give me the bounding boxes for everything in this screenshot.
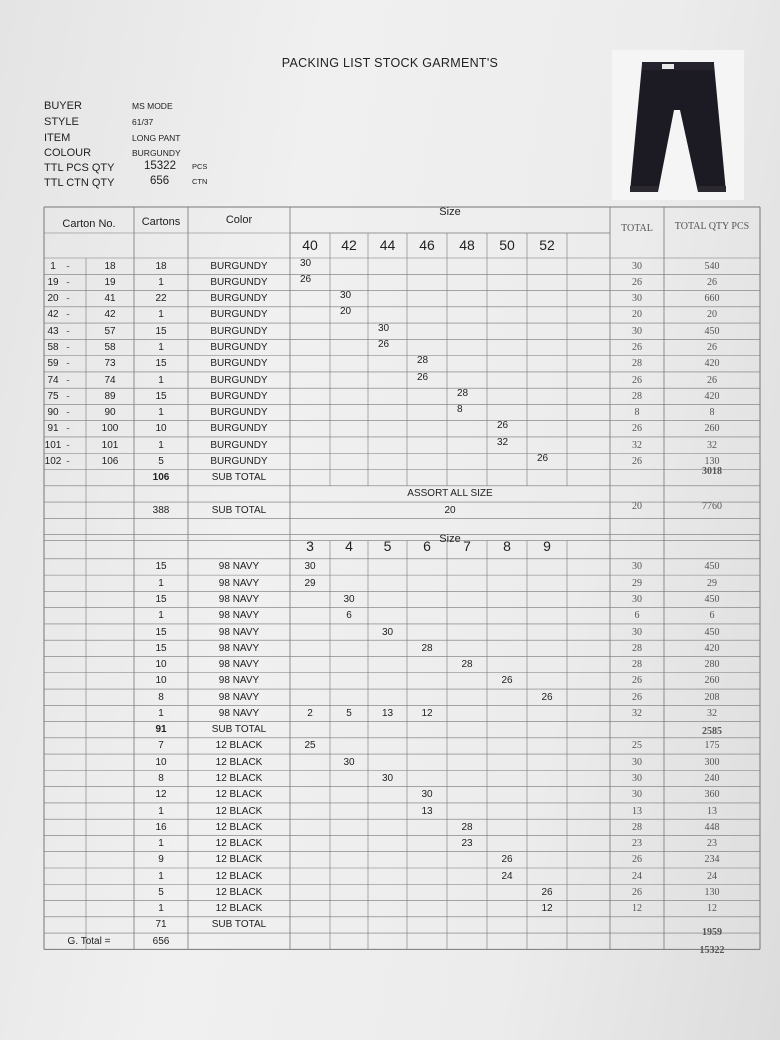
size-qty: 26 [417, 371, 429, 383]
color-name: BURGUNDY [210, 325, 268, 337]
item-value: LONG PANT [132, 133, 181, 143]
color-name: 98 NAVY [218, 707, 260, 719]
row-total-qty: 450 [704, 594, 720, 606]
black-subtotal-qty: 1959 [702, 927, 722, 939]
row-total: 26 [632, 423, 642, 435]
color-header: Color [225, 213, 253, 226]
assort-cartons: 388 [152, 504, 170, 516]
cartons-count: 15 [155, 390, 167, 402]
carton-from: 90 [47, 407, 59, 419]
style-label: STYLE [44, 116, 79, 128]
size-qty: 30 [300, 257, 312, 269]
row-total: 30 [632, 789, 642, 801]
carton-to: 90 [104, 407, 116, 419]
cartons-count: 7 [158, 740, 164, 752]
size-qty: 28 [461, 659, 473, 671]
size-qty: 30 [378, 322, 390, 334]
size-qty: 28 [457, 387, 469, 399]
size-col-50: 50 [499, 237, 515, 253]
row-total-qty: 540 [704, 260, 720, 272]
range-dash: - [66, 455, 70, 467]
row-total-qty: 420 [704, 358, 720, 370]
row-total: 26 [632, 276, 642, 288]
color-name: 12 BLACK [215, 838, 263, 850]
color-name: 12 BLACK [215, 821, 263, 833]
color-name: BURGUNDY [210, 390, 268, 402]
buyer-label: BUYER [44, 100, 82, 112]
color-name: BURGUNDY [210, 341, 268, 353]
size-qty: 28 [417, 355, 429, 367]
row-total: 20 [632, 309, 642, 321]
carton-to: 73 [104, 358, 116, 370]
row-total-qty: 450 [704, 325, 720, 337]
cartons-count: 15 [155, 642, 167, 654]
cartons-count: 8 [158, 691, 164, 703]
item-label: ITEM [44, 132, 71, 144]
color-name: BURGUNDY [210, 439, 268, 451]
color-name: 98 NAVY [218, 642, 260, 654]
size-qty: 26 [501, 854, 513, 866]
row-total-qty: 175 [704, 740, 720, 752]
row-total-qty: 420 [704, 390, 720, 402]
carton-from: 101 [44, 439, 62, 451]
size-qty: 30 [381, 773, 394, 784]
colour-value: BURGUNDY [132, 148, 181, 158]
size-col-52: 52 [539, 237, 555, 253]
row-total: 30 [632, 756, 642, 768]
color-name: 98 NAVY [218, 561, 260, 573]
row-total-qty: 448 [704, 821, 720, 833]
size-col-40: 40 [302, 237, 318, 253]
row-total-qty: 260 [704, 423, 720, 435]
size-qty: 20 [340, 306, 352, 318]
carton-to: 74 [104, 374, 116, 386]
size-qty: 24 [501, 870, 513, 882]
size-qty: 26 [300, 273, 312, 285]
size-col-44: 44 [379, 237, 396, 253]
row-total: 25 [632, 740, 642, 752]
ttl-ctn-value: 656 [150, 175, 170, 187]
size-qty: 26 [497, 420, 509, 432]
cartons-count: 15 [155, 325, 167, 337]
row-total-qty: 23 [707, 838, 717, 850]
color-name: BURGUNDY [210, 358, 268, 370]
navy-subtotal-qty: 2585 [702, 726, 722, 738]
row-total-qty: 29 [707, 577, 717, 589]
assort-subtotal-label: SUB TOTAL [211, 504, 267, 516]
black-subtotal-cartons: 71 [155, 919, 167, 931]
size-qty: 30 [304, 561, 316, 573]
carton-from: 59 [47, 358, 59, 370]
cartons-count: 8 [158, 773, 164, 784]
row-total-qty: 420 [704, 642, 720, 654]
cartons-count: 1 [158, 805, 164, 817]
cartons-count: 16 [155, 821, 167, 833]
range-dash: - [66, 358, 70, 370]
row-total-qty: 26 [707, 374, 717, 386]
range-dash: - [66, 293, 70, 305]
row-total-qty: 660 [704, 293, 720, 305]
carton-from: 20 [47, 293, 59, 305]
grand-total-cartons: 656 [152, 935, 170, 947]
carton-to: 57 [104, 325, 116, 337]
row-total: 30 [632, 594, 642, 606]
range-dash: - [66, 341, 70, 353]
color-name: BURGUNDY [210, 455, 268, 467]
color-name: BURGUNDY [210, 374, 268, 386]
row-total: 32 [632, 707, 642, 719]
range-dash: - [66, 407, 70, 419]
carton-from: 91 [47, 423, 59, 435]
row-total-qty: 26 [707, 276, 717, 288]
range-dash: - [66, 276, 70, 288]
cartons-header: Cartons [141, 215, 181, 228]
size-qty: 28 [461, 821, 473, 833]
color-name: 98 NAVY [218, 659, 260, 671]
row-total: 12 [632, 903, 642, 915]
cartons-count: 1 [158, 870, 164, 882]
cartons-count: 15 [155, 358, 167, 370]
row-total: 26 [632, 675, 642, 687]
row-total: 30 [632, 773, 642, 784]
grand-total-qty: 15322 [699, 944, 725, 956]
size-qty: 26 [501, 675, 513, 687]
size-qty: 30 [381, 626, 394, 638]
color-name: 12 BLACK [215, 870, 263, 882]
assort-total: 20 [632, 500, 642, 512]
carton-to: 58 [104, 341, 116, 353]
carton-to: 41 [104, 293, 116, 305]
size-qty: 23 [461, 838, 473, 850]
range-dash: - [66, 325, 70, 337]
color-name: 12 BLACK [215, 756, 263, 768]
carton-from: 75 [47, 390, 59, 402]
row-total-qty: 240 [704, 773, 720, 784]
cartons-count: 10 [155, 659, 167, 671]
color-name: BURGUNDY [210, 423, 268, 435]
row-total-qty: 12 [707, 903, 717, 915]
total-header: TOTAL [621, 222, 653, 234]
carton-to: 100 [101, 423, 119, 435]
color-name: 12 BLACK [215, 789, 263, 801]
range-dash: - [66, 374, 70, 386]
size-col-b-9: 9 [543, 538, 551, 555]
row-total: 26 [632, 886, 642, 898]
row-total-qty: 13 [707, 805, 717, 817]
carton-to: 42 [104, 309, 116, 321]
size-qty: 2 [307, 707, 313, 719]
cartons-count: 10 [155, 675, 167, 687]
size-qty: 13 [421, 805, 433, 817]
cartons-count: 1 [158, 903, 164, 915]
size-col-b-5: 5 [383, 538, 392, 555]
ctn-unit: CTN [192, 177, 208, 186]
color-name: 98 NAVY [218, 610, 260, 622]
cartons-count: 9 [158, 854, 164, 866]
carton-from: 19 [47, 276, 59, 288]
cartons-count: 1 [158, 439, 164, 451]
cartons-count: 1 [158, 374, 164, 386]
size-qty: 26 [378, 338, 390, 350]
carton-to: 18 [104, 260, 116, 272]
row-total-qty: 450 [704, 626, 720, 638]
row-total-qty: 280 [704, 659, 720, 671]
cartons-count: 1 [158, 707, 164, 719]
row-total: 26 [632, 854, 642, 866]
color-name: BURGUNDY [210, 407, 268, 419]
carton-from: 42 [47, 309, 59, 321]
ttl-pcs-value: 15322 [144, 160, 176, 172]
size-col-b-6: 6 [423, 538, 431, 555]
row-total-qty: 6 [709, 610, 715, 622]
cartons-count: 5 [158, 886, 164, 898]
size-qty: 13 [381, 707, 394, 719]
black-subtotal-label: SUB TOTAL [211, 919, 267, 931]
color-name: 98 NAVY [218, 691, 260, 703]
color-name: 98 NAVY [218, 675, 260, 687]
row-total: 28 [632, 358, 642, 370]
cartons-count: 1 [158, 577, 164, 589]
range-dash: - [66, 260, 70, 272]
range-dash: - [66, 439, 70, 451]
color-name: 98 NAVY [218, 626, 260, 638]
row-total: 30 [632, 626, 642, 638]
size-qty: 30 [421, 789, 433, 801]
ttl-ctn-label: TTL CTN QTY [44, 177, 115, 189]
color-name: 12 BLACK [215, 740, 263, 752]
row-total-qty: 8 [709, 407, 715, 419]
row-total: 26 [632, 341, 642, 353]
ttl-pcs-label: TTL PCS QTY [44, 162, 115, 174]
cartons-count: 15 [155, 561, 167, 573]
row-total: 24 [632, 870, 642, 882]
row-total: 8 [634, 407, 640, 419]
row-total: 28 [632, 659, 642, 671]
cartons-count: 1 [158, 309, 164, 321]
color-name: BURGUNDY [210, 260, 268, 272]
size-qty: 29 [304, 577, 316, 589]
row-total-qty: 450 [704, 561, 720, 573]
size-qty: 26 [537, 452, 549, 464]
range-dash: - [66, 423, 70, 435]
size-qty: 32 [497, 436, 509, 448]
size-qty: 6 [346, 610, 352, 622]
color-name: 12 BLACK [215, 805, 263, 817]
row-total-qty: 130 [704, 455, 720, 467]
row-total: 30 [632, 325, 642, 337]
cartons-count: 1 [158, 610, 164, 622]
color-name: 98 NAVY [218, 594, 260, 606]
cartons-count: 1 [158, 341, 164, 353]
cartons-count: 1 [158, 838, 164, 850]
row-total: 30 [632, 293, 642, 305]
size-qty: 12 [541, 903, 553, 915]
color-name: 98 NAVY [218, 577, 260, 589]
row-total-qty: 208 [704, 691, 720, 703]
carton-from: 102 [44, 455, 62, 467]
size-qty: 30 [340, 290, 352, 302]
carton-from: 43 [47, 325, 59, 337]
style-value: 61/37 [132, 117, 154, 127]
row-total: 26 [632, 455, 642, 467]
color-name: BURGUNDY [210, 293, 268, 305]
total-qty-header: TOTAL QTY PCS [674, 220, 750, 232]
row-total: 28 [632, 390, 642, 402]
size-header: Size [439, 205, 461, 218]
carton-to: 19 [104, 276, 116, 288]
cartons-count: 18 [155, 260, 167, 272]
row-total: 30 [632, 260, 642, 272]
carton-from: 1 [50, 260, 56, 272]
row-total: 23 [632, 838, 642, 850]
size-col-42: 42 [341, 237, 357, 253]
size-col-b-8: 8 [503, 538, 511, 555]
range-dash: - [66, 390, 70, 402]
row-total-qty: 32 [707, 439, 717, 451]
carton-to: 101 [101, 439, 119, 451]
cartons-count: 1 [158, 407, 164, 419]
carton-to: 106 [101, 455, 119, 467]
size-qty: 8 [457, 404, 463, 416]
buyer-value: MS MODE [132, 101, 173, 111]
range-dash: - [66, 309, 70, 321]
burgundy-subtotal-label: SUB TOTAL [211, 472, 267, 484]
cartons-count: 5 [158, 455, 164, 467]
colour-label: COLOUR [44, 147, 92, 159]
row-total-qty: 32 [707, 707, 717, 719]
cartons-count: 12 [155, 789, 167, 801]
assort-label: ASSORT ALL SIZE [407, 488, 493, 500]
row-total: 28 [632, 821, 642, 833]
carton-no-header: Carton No. [62, 217, 116, 230]
color-name: BURGUNDY [210, 276, 268, 288]
row-total-qty: 24 [707, 870, 717, 882]
navy-subtotal-label: SUB TOTAL [211, 724, 267, 736]
assort-total-qty: 7760 [702, 500, 722, 512]
row-total: 26 [632, 374, 642, 386]
row-total-qty: 130 [704, 886, 720, 898]
row-total: 30 [632, 561, 642, 573]
row-total: 32 [632, 439, 642, 451]
pcs-unit: PCS [192, 162, 208, 171]
assort-qty: 20 [444, 504, 456, 516]
size-qty: 25 [304, 740, 316, 752]
document-title: PACKING LIST STOCK GARMENT'S [281, 56, 499, 70]
color-name: 12 BLACK [215, 854, 263, 866]
navy-subtotal-cartons: 91 [155, 724, 167, 736]
size-header-b: Size [439, 533, 461, 546]
row-total: 26 [632, 691, 642, 703]
size-qty: 28 [421, 642, 433, 654]
row-total-qty: 20 [707, 309, 717, 321]
carton-to: 89 [104, 390, 116, 402]
color-name: 12 BLACK [215, 903, 263, 915]
size-qty: 5 [346, 707, 352, 719]
size-qty: 30 [343, 594, 355, 606]
row-total: 6 [634, 610, 640, 622]
row-total: 29 [632, 577, 642, 589]
size-qty: 12 [421, 707, 433, 719]
size-col-b-3: 3 [306, 538, 314, 555]
row-total-qty: 260 [704, 675, 720, 687]
size-qty: 30 [343, 756, 355, 768]
cartons-count: 15 [155, 594, 167, 606]
cartons-count: 1 [158, 276, 164, 288]
size-qty: 26 [541, 886, 553, 898]
color-name: BURGUNDY [210, 309, 268, 321]
row-total-qty: 234 [704, 854, 720, 866]
size-qty: 26 [541, 691, 553, 703]
carton-from: 74 [47, 374, 59, 386]
row-total-qty: 360 [704, 789, 720, 801]
burgundy-subtotal-cartons: 106 [152, 472, 170, 484]
grand-total-label: G. Total = [67, 935, 111, 947]
size-col-b-4: 4 [345, 538, 353, 555]
color-name: 12 BLACK [215, 773, 263, 784]
row-total: 13 [632, 805, 642, 817]
size-col-48: 48 [459, 237, 475, 253]
size-col-b-7: 7 [463, 538, 471, 555]
row-total-qty: 26 [707, 341, 717, 353]
cartons-count: 10 [155, 423, 167, 435]
color-name: 12 BLACK [215, 886, 263, 898]
row-total-qty: 300 [704, 756, 720, 768]
cartons-count: 22 [155, 293, 167, 305]
carton-from: 58 [47, 341, 59, 353]
cartons-count: 10 [155, 756, 167, 768]
size-col-46: 46 [419, 237, 435, 253]
cartons-count: 15 [155, 626, 167, 638]
row-total: 28 [632, 642, 642, 654]
burgundy-subtotal-qty: 3018 [702, 466, 722, 478]
